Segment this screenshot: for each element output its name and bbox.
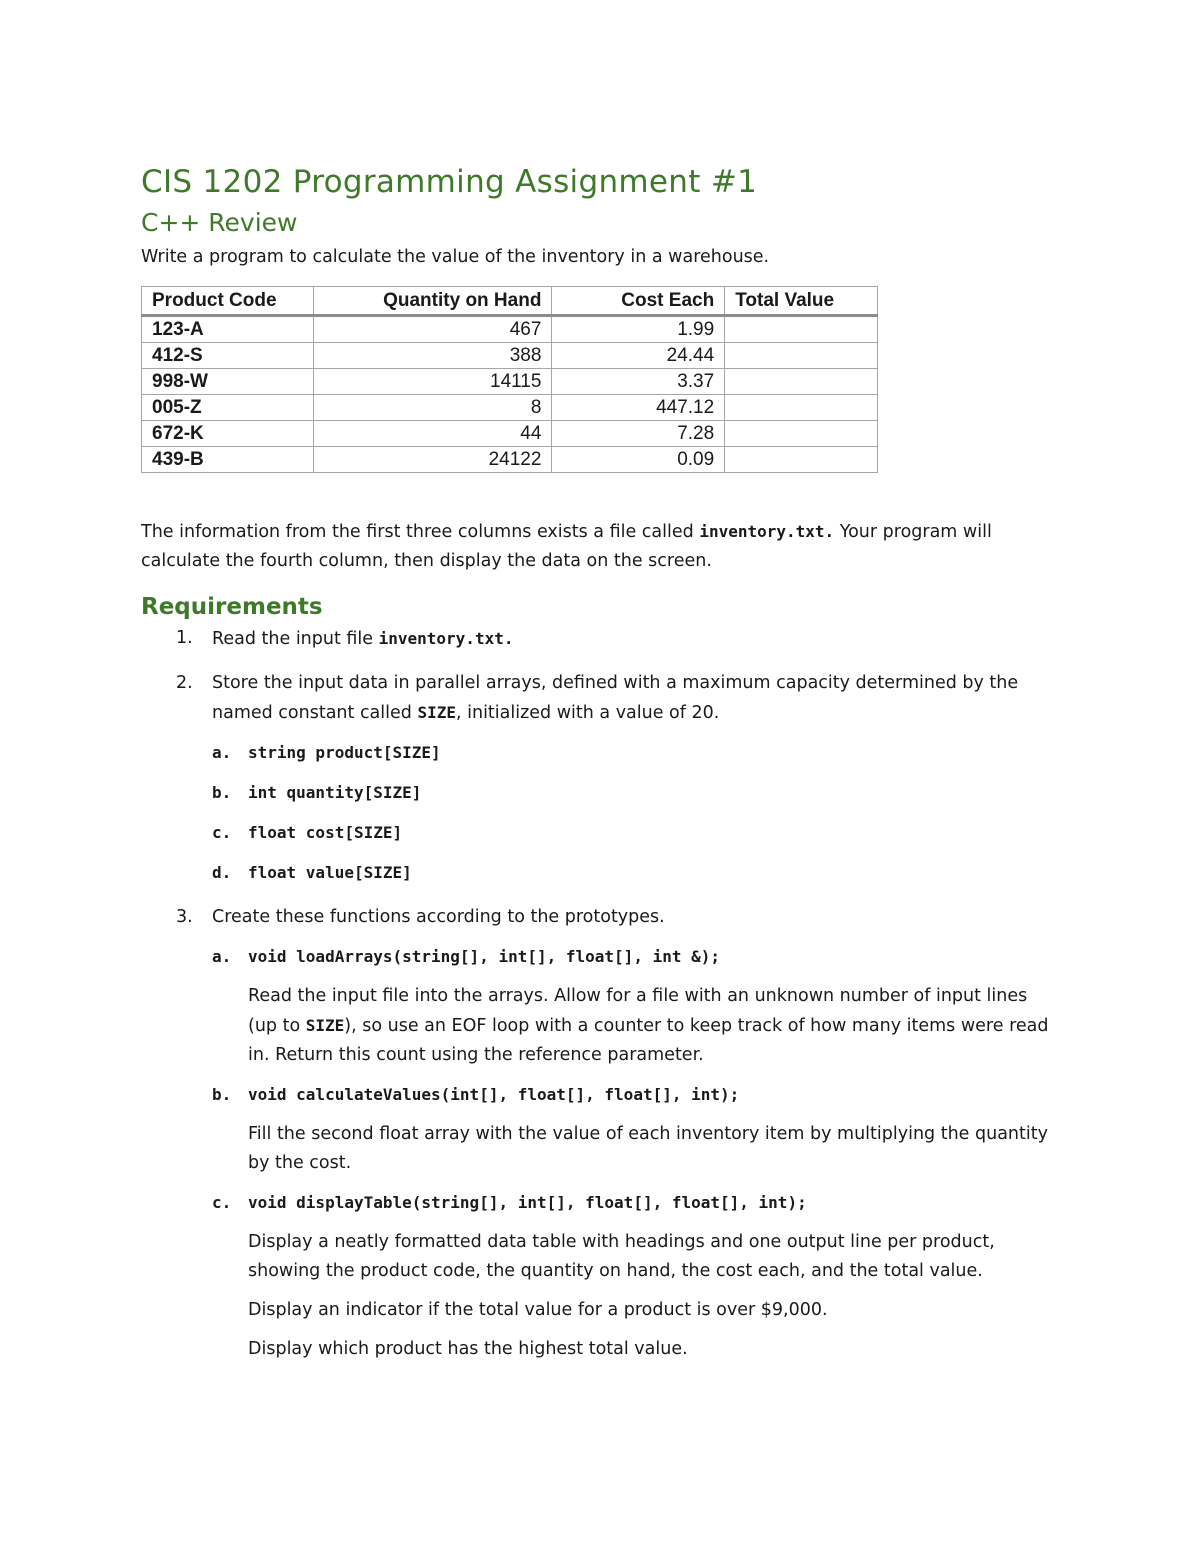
cell-quantity: 467 bbox=[313, 316, 552, 343]
requirement-item bbox=[141, 624, 1051, 654]
requirements-heading: Requirements bbox=[141, 594, 323, 620]
cell-cost: 1.99 bbox=[552, 316, 725, 343]
sub-letter: c. bbox=[212, 823, 232, 842]
cell-quantity: 14115 bbox=[313, 369, 552, 395]
page-title: CIS 1202 Programming Assignment #1 bbox=[141, 164, 758, 200]
sub-code: float cost[SIZE] bbox=[248, 823, 403, 842]
item-text-rest: , initialized with a value of 20. bbox=[455, 703, 720, 723]
table-row bbox=[142, 316, 878, 343]
cell-total-value bbox=[725, 316, 878, 343]
cell-product-code: 672-K bbox=[142, 421, 314, 447]
cell-cost: 7.28 bbox=[552, 421, 725, 447]
sub-list bbox=[212, 942, 1051, 1364]
cell-total-value bbox=[725, 343, 878, 369]
file-name-code: inventory.txt. bbox=[699, 522, 835, 541]
function-description: Display an indicator if the total value for a product is over $9,000. bbox=[248, 1300, 828, 1320]
cell-product-code: 005-Z bbox=[142, 395, 314, 421]
file-description-text: The information from the first three columns exists a file called bbox=[141, 522, 700, 542]
cell-quantity: 24122 bbox=[313, 447, 552, 473]
cell-product-code: 998-W bbox=[142, 369, 314, 395]
cell-product-code: 439-B bbox=[142, 447, 314, 473]
sub-code: float value[SIZE] bbox=[248, 863, 412, 882]
header-product-code: Product Code bbox=[142, 287, 314, 316]
sub-item bbox=[212, 858, 1051, 888]
header-cost: Cost Each bbox=[552, 287, 725, 316]
function-prototype: void displayTable(string[], int[], float[], float[], int); bbox=[248, 1193, 807, 1212]
function-description: Display a neatly formatted data table with headings and one output line per product, showing the product code, the quantity on hand, the cost each, and the total value. bbox=[248, 1232, 995, 1281]
table-row bbox=[142, 447, 878, 473]
item-number: 2. bbox=[176, 673, 193, 693]
cell-quantity: 388 bbox=[313, 343, 552, 369]
table-row bbox=[142, 395, 878, 421]
cell-product-code: 123-A bbox=[142, 316, 314, 343]
sub-item bbox=[212, 942, 1051, 1070]
cell-total-value bbox=[725, 369, 878, 395]
table-row bbox=[142, 421, 878, 447]
sub-letter: c. bbox=[212, 1193, 232, 1212]
item-text: Store the input data in parallel arrays, defined with a maximum capacity determined by the named constant called bbox=[212, 673, 1019, 723]
cell-product-code: 412-S bbox=[142, 343, 314, 369]
sub-item bbox=[212, 818, 1051, 848]
function-description: Display which product has the highest total value. bbox=[248, 1339, 688, 1359]
requirement-item bbox=[141, 903, 1051, 1364]
cell-total-value bbox=[725, 395, 878, 421]
cell-quantity: 8 bbox=[313, 395, 552, 421]
table-row bbox=[142, 369, 878, 395]
description-code: SIZE bbox=[305, 1016, 345, 1035]
table-row bbox=[142, 343, 878, 369]
description-text-rest: ), so use an EOF loop with a counter to keep track of how many items were read in. Return this count using the reference parameter. bbox=[248, 1016, 1049, 1065]
sub-list bbox=[212, 738, 1051, 888]
cell-total-value bbox=[725, 421, 878, 447]
file-description bbox=[141, 517, 1051, 576]
function-description: Fill the second float array with the value of each inventory item by multiplying the quantity by the cost. bbox=[248, 1124, 1048, 1173]
sub-item bbox=[212, 738, 1051, 768]
header-total-value: Total Value bbox=[725, 287, 878, 316]
sub-letter: a. bbox=[212, 947, 232, 966]
description-text: Read the input file into the arrays. Allow for a file with an unknown number of input lines (up to bbox=[248, 986, 1028, 1036]
document-page bbox=[141, 160, 1051, 1364]
sub-code: int quantity[SIZE] bbox=[248, 783, 422, 802]
sub-letter: b. bbox=[212, 1085, 232, 1104]
function-prototype: void loadArrays(string[], int[], float[], int &); bbox=[248, 947, 721, 966]
header-quantity: Quantity on Hand bbox=[313, 287, 552, 316]
item-number: 1. bbox=[176, 628, 193, 648]
sub-item bbox=[212, 1080, 1051, 1178]
cell-cost: 0.09 bbox=[552, 447, 725, 473]
sub-letter: b. bbox=[212, 783, 232, 802]
cell-cost: 24.44 bbox=[552, 343, 725, 369]
inventory-table bbox=[141, 286, 878, 473]
item-text: Create these functions according to the prototypes. bbox=[212, 907, 665, 927]
cell-quantity: 44 bbox=[313, 421, 552, 447]
intro-text: Write a program to calculate the value of the inventory in a warehouse. bbox=[141, 247, 770, 267]
cell-cost: 3.37 bbox=[552, 369, 725, 395]
page-subtitle: C++ Review bbox=[141, 208, 298, 237]
function-prototype: void calculateValues(int[], float[], float[], int); bbox=[248, 1085, 740, 1104]
requirement-item bbox=[141, 669, 1051, 888]
sub-letter: a. bbox=[212, 743, 232, 762]
item-number: 3. bbox=[176, 907, 193, 927]
sub-letter: d. bbox=[212, 863, 232, 882]
item-text: Read the input file bbox=[212, 629, 379, 649]
sub-item bbox=[212, 1188, 1051, 1364]
requirements-list bbox=[141, 624, 1051, 1364]
file-description-rest: Your program will calculate the fourth column, then display the data on the screen. bbox=[141, 522, 992, 571]
sub-item bbox=[212, 778, 1051, 808]
cell-cost: 447.12 bbox=[552, 395, 725, 421]
sub-code: string product[SIZE] bbox=[248, 743, 441, 762]
table-header-row bbox=[142, 287, 878, 316]
item-code: SIZE bbox=[417, 703, 456, 722]
item-code: inventory.txt. bbox=[378, 629, 514, 648]
cell-total-value bbox=[725, 447, 878, 473]
function-description bbox=[248, 982, 1051, 1070]
